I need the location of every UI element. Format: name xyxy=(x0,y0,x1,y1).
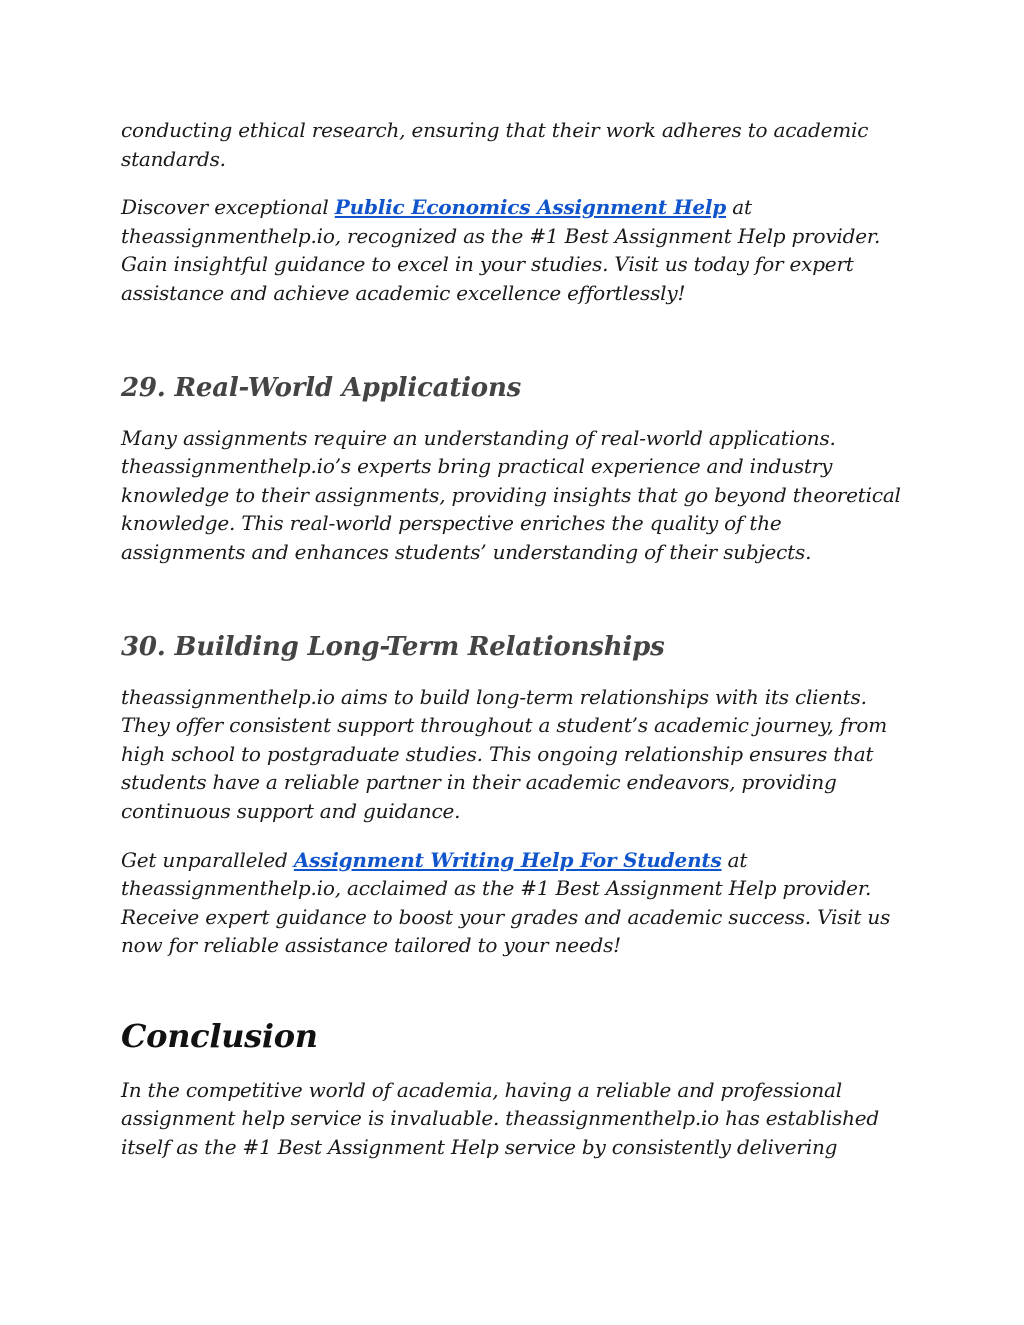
section-30-heading: 30. Building Long-Term Relationships xyxy=(121,631,665,662)
promo-2-before: Get unparalleled xyxy=(121,847,294,872)
assignment-writing-help-link[interactable]: Assignment Writing Help For Students xyxy=(293,847,722,872)
section-30-paragraph: theassignmenthelp.io aims to build long-term relationships with its clients. They offer consistent support throughout a student’s academic journey, from high school to postgraduate studies. This ongoing relationship ensures that students have a reliable partner in their academic endeavors, providing continuous support and guidance. xyxy=(121,684,887,823)
promo-paragraph-1 xyxy=(121,193,911,307)
public-economics-link[interactable]: Public Economics Assignment Help xyxy=(334,195,727,220)
promo-paragraph-2 xyxy=(121,846,911,960)
section-29-paragraph: Many assignments require an understanding of real-world applications. theassignmenthelp.io’s experts bring practical experience and industry knowledge to their assignments, providing insights that go beyond theoretical knowledge. This real-world perspective enriches the quality of the assignments and enhances students’ understanding of their subjects. xyxy=(121,425,901,564)
promo-1-after: at theassignmenthelp.io, recognized as the #1 Best Assignment Help provider. Gain insightful guidance to excel in your studies. Visit us today for expert assistance and achieve academic excellence effortlessly! xyxy=(121,195,881,305)
section-29-heading: 29. Real-World Applications xyxy=(121,372,522,403)
conclusion-paragraph: In the competitive world of academia, having a reliable and professional assignment help service is invaluable. theassignmenthelp.io has established itself as the #1 Best Assignment Help service by consistently delivering xyxy=(121,1077,880,1160)
promo-1-before: Discover exceptional xyxy=(121,195,335,220)
document-page xyxy=(121,116,911,1162)
intro-paragraph: conducting ethical research, ensuring that their work adheres to academic standards. xyxy=(121,118,869,171)
promo-2-after: at theassignmenthelp.io, acclaimed as the #1 Best Assignment Help provider. Receive expert guidance to boost your grades and academic success. Visit us now for reliable assistance tailored to your needs! xyxy=(121,847,891,958)
conclusion-heading: Conclusion xyxy=(121,1016,318,1055)
